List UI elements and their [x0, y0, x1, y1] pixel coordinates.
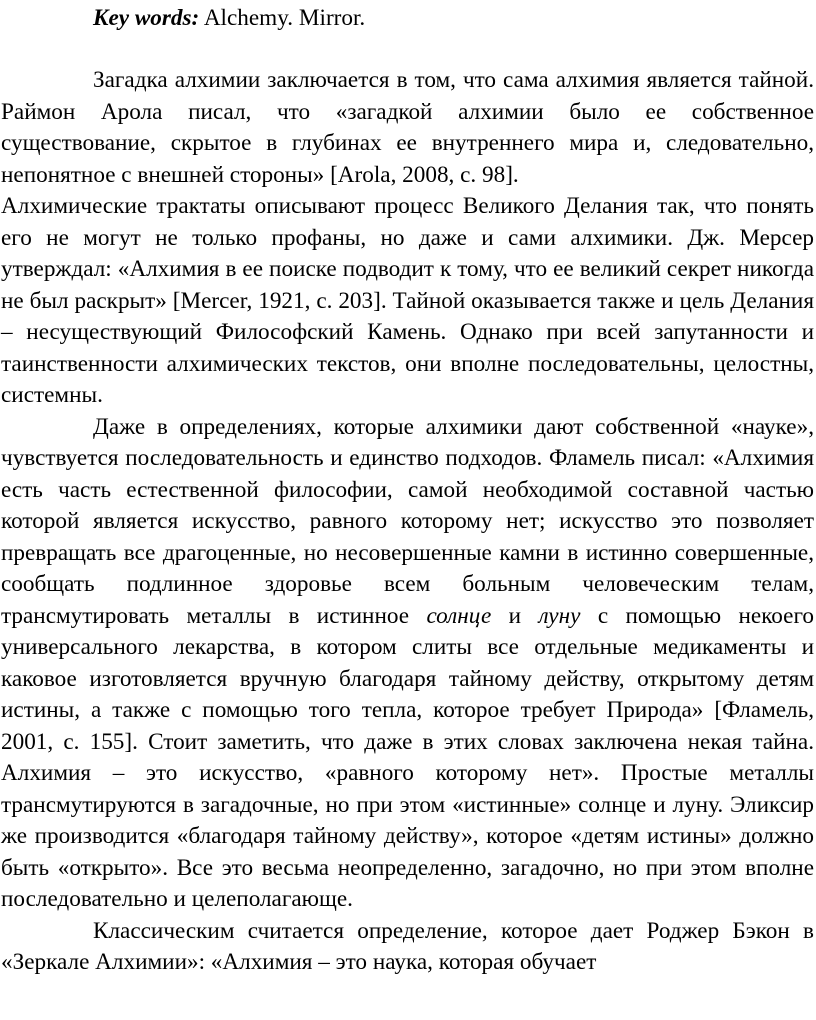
paragraph-2: Алхимические трактаты описывают процесс Великого Делания так, что понять его не могут не только профаны, но даже и сами алхимики. Дж. Мерсер утверждал: «Алхимия в ее поиске подводит к тому, что ее великий секрет никогда не был раскрыт» [Mercer, 1921, с. 203]. Тайной оказывается также и цель Делания – несуществующий Философский Камень. Однако при всей запутанности и таинственности алхимических текстов, они вполне последовательны, целостны, системны.	[1, 193, 814, 408]
paragraph-4: Классическим считается определение, которое дает Роджер Бэкон в «Зеркале Алхимии»: «Алхимия – это наука, которая обучает	[1, 917, 814, 975]
keywords-label: Key words:	[93, 5, 200, 31]
paragraph-3-part-2: с помощью некоего универсального лекарства, в котором слиты все отдельные медикаменты и каковое изготовляется вручную благодаря тайному действу, открытому детям истины, а также с помощью того тепла, которое требует Природа» [Фламель, 2001, с. 155]. Стоит заметить, что даже в этих словах заключена некая тайна. Алхимия – это искусство, «равного которому нет». Простые металлы трансмутируются в загадочные, но при этом «истинные» солнце и луну. Эликсир же производится «благодаря тайному действу», которое «детям истины» должно быть «открыто». Все это весьма неопределенно, загадочно, но при этом вполне последовательно и целеполагающе.	[1, 602, 814, 912]
italic-word-sun: солнце	[426, 602, 492, 629]
keywords-value: Alchemy. Mirror.	[203, 5, 366, 31]
blank-line	[1, 34, 814, 65]
paragraph-3-part-1: Даже в определениях, которые алхимики дают собственной «науке», чувствуется последовательность и единство подходов. Фламель писал: «Алхимия есть часть естественной философии, самой необходимой составной частью которой является искусство, равного которому нет; искусство это позволяет превращать все драгоценные, но несовершенные камни в истинно совершенные, сообщать подлинное здоровье всем больным человеческим телам, трансмутировать металлы в истинное	[1, 413, 814, 629]
italic-word-moon: луну	[538, 602, 581, 629]
paragraph-3-join: и	[491, 602, 539, 629]
keywords-line	[93, 3, 814, 34]
paragraph-3	[1, 412, 814, 916]
paragraph-1: Загадка алхимии заключается в том, что сама алхимия является тайной. Раймон Арола писал, что «загадкой алхимии было ее собственное существование, скрытое в глубинах ее внутреннего мира и, следовательно, непонятное с внешней стороны» [Arola, 2008, с. 98].	[1, 67, 814, 188]
